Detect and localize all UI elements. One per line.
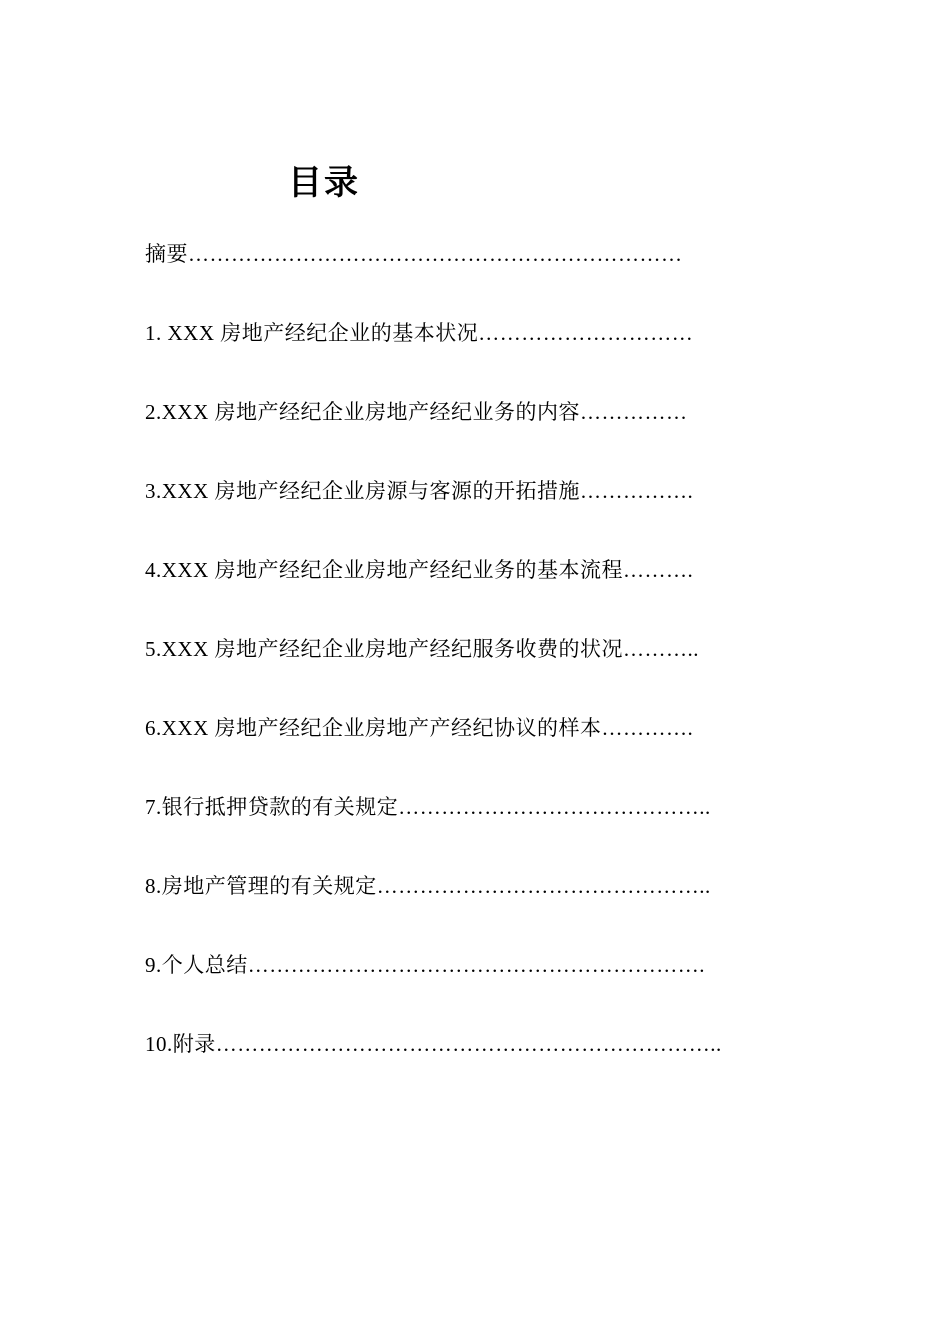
toc-item-5: 5.XXX 房地产经纪企业房地产经纪服务收费的状况………..: [145, 637, 699, 661]
toc-item-7: 7.银行抵押贷款的有关规定……………………………………..: [145, 795, 711, 819]
toc-list: [145, 236, 845, 1105]
toc-item-3: 3.XXX 房地产经纪企业房源与客源的开拓措施…………….: [145, 479, 694, 503]
toc-item-10: 10.附录……………………………………………………………..: [145, 1032, 722, 1056]
toc-item-6: 6.XXX 房地产经纪企业房地产产经纪协议的样本………….: [145, 716, 694, 740]
toc-item-2: 2.XXX 房地产经纪企业房地产经纪业务的内容……………: [145, 400, 688, 424]
toc-title: 目录: [288, 163, 360, 203]
toc-item-4: 4.XXX 房地产经纪企业房地产经纪业务的基本流程……….: [145, 558, 694, 582]
toc-item-8: 8.房地产管理的有关规定………………………………………..: [145, 874, 711, 898]
toc-item-abstract: 摘要……………………………………………………………: [145, 242, 683, 266]
toc-item-1: 1. XXX 房地产经纪企业的基本状况…………………………: [145, 321, 694, 345]
toc-item-9: 9.个人总结……………………………………………………….: [145, 953, 705, 977]
